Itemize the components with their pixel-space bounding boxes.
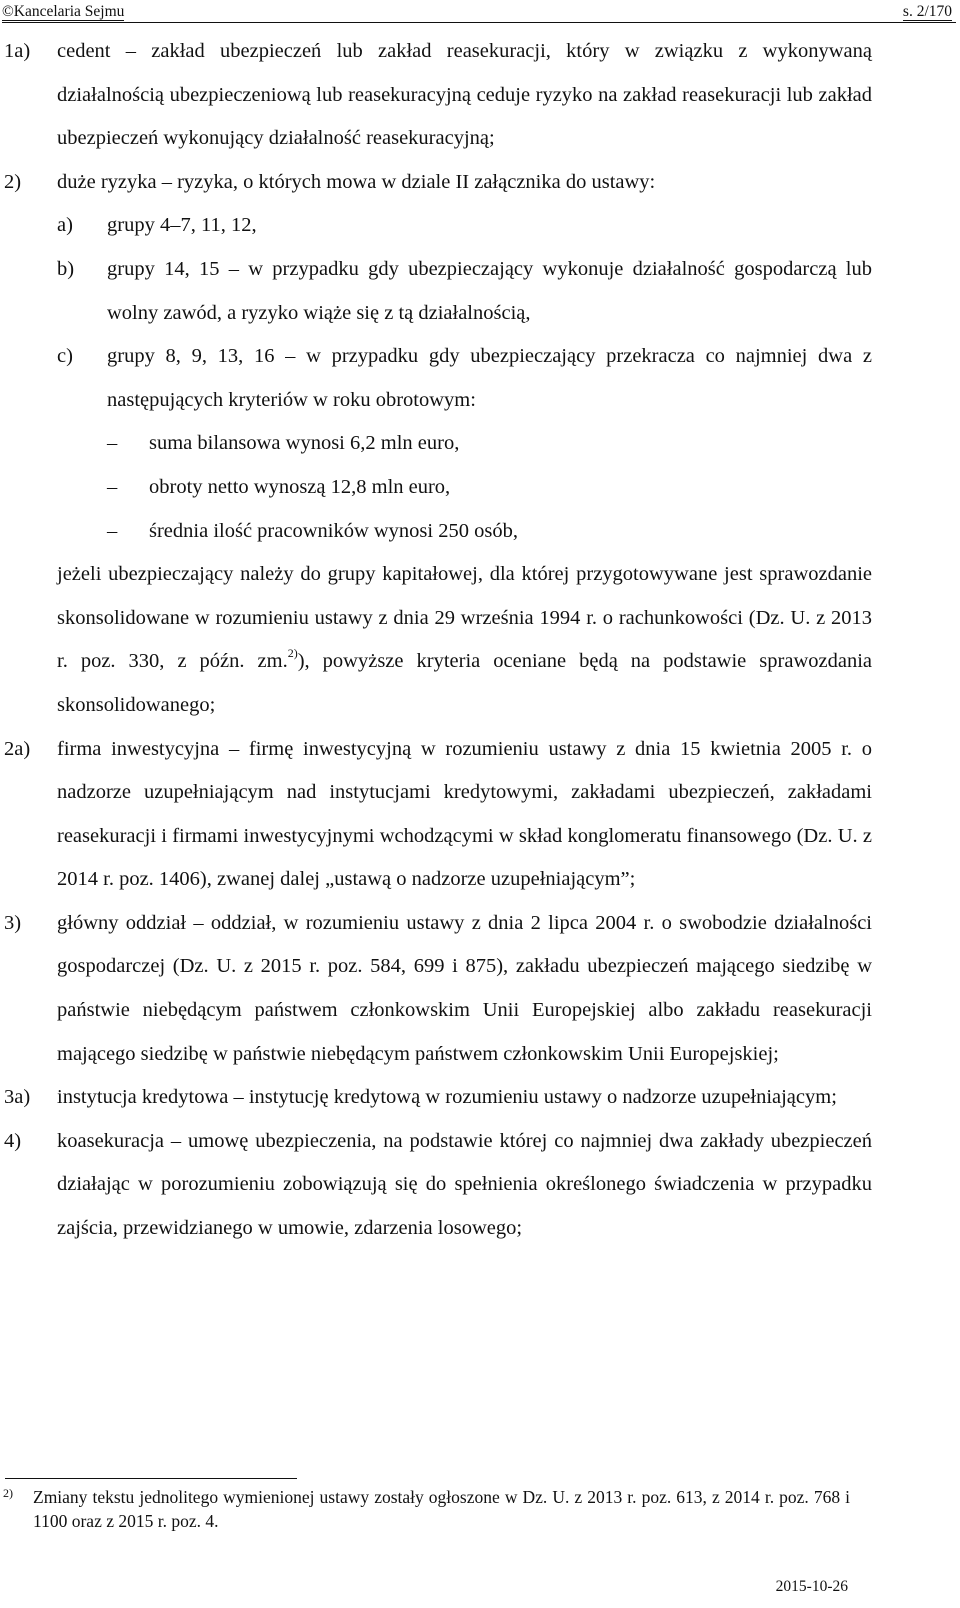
dash-mark: – xyxy=(107,519,118,542)
dash-item-text: suma bilansowa wynosi 6,2 mln euro, xyxy=(149,432,460,455)
sub-item-text: grupy 8, 9, 13, 16 – w przypadku gdy ubezpieczający przekracza co najmniej dwa z następujących kryteriów w roku obrotowym: xyxy=(107,345,872,411)
dash-mark: – xyxy=(107,475,118,498)
item-text: główny oddział – oddział, w rozumieniu ustawy z dnia 2 lipca 2004 r. o swobodzie działalności gospodarczej (Dz. U. z 2015 r. poz. 584, 699 i 875), zakładu ubezpieczeń mającego siedzibę w państwie niebędącym państwem członkowskim Unii Europejskiej albo zakładu reasekuracji mającego siedzibę w państwie niebędącym państwem członkowskim Unii Europejskiej; xyxy=(57,911,872,1065)
sub-item-letter: a) xyxy=(57,214,73,237)
dash-mark: – xyxy=(107,432,118,455)
definition-item-3a xyxy=(0,1076,960,1120)
footnote-reference: 2) xyxy=(287,646,298,661)
dash-item xyxy=(0,466,960,510)
dash-item-text: średnia ilość pracowników wynosi 250 osób, xyxy=(149,519,518,542)
footnote xyxy=(0,1485,960,1533)
document-date: 2015-10-26 xyxy=(775,1578,848,1595)
definition-item-2 xyxy=(0,161,960,205)
sub-item-letter: b) xyxy=(57,257,75,280)
definition-item-3 xyxy=(0,902,960,1076)
header-copyright-text: ©Kancelaria Sejmu xyxy=(2,3,125,20)
continuation-text-start: jeżeli ubezpieczający należy do grupy kapitałowej, dla której przygotowywane jest sprawozdanie skonsolidowane w rozumieniu ustawy z dnia 29 września 1994 r. o rachunkowości (Dz. U. z 2013 r. poz. 330, z późn. zm. xyxy=(57,563,872,673)
dash-item xyxy=(0,422,960,466)
footnote-separator xyxy=(5,1478,297,1479)
item-number: 1a) xyxy=(4,40,31,62)
item-text: cedent – zakład ubezpieczeń lub zakład reasekuracji, który w związku z wykonywaną działalnością ubezpieczeniową lub reasekuracyjną ceduje ryzyko na zakład reasekuracji lub zakład ubezpieczeń wykonujący działalność reasekuracyjną; xyxy=(57,40,872,150)
header-page-number xyxy=(903,2,952,22)
footnote-text: Zmiany tekstu jednolitego wymienionej ustawy zostały ogłoszone w Dz. U. z 2013 r. poz. 613, z 2014 r. poz. 768 i 1100 oraz z 2015 r. poz. 4. xyxy=(33,1487,850,1531)
definition-item-2a xyxy=(0,728,960,902)
page-number-text: s. 2/170 xyxy=(902,3,952,20)
sub-item-text: grupy 14, 15 – w przypadku gdy ubezpieczający wykonuje działalność gospodarczą lub wolny zawód, a ryzyko wiąże się z tą działalnością, xyxy=(107,257,872,324)
continuation-text-end: ), powyższe kryteria oceniane będą na podstawie sprawozdania skonsolidowanego; xyxy=(57,650,872,716)
item-number: 3) xyxy=(4,911,22,934)
sub-item-c xyxy=(0,335,960,422)
dash-item-text: obroty netto wynoszą 12,8 mln euro, xyxy=(149,475,451,498)
footnote-number: 2) xyxy=(3,1486,13,1500)
sub-item-letter: c) xyxy=(57,345,73,368)
sub-item-b xyxy=(0,248,960,335)
item-text: duże ryzyka – ryzyka, o których mowa w dziale II załącznika do ustawy: xyxy=(57,170,656,193)
item-number: 2) xyxy=(4,170,22,193)
document-body xyxy=(0,30,960,1251)
dash-item xyxy=(0,510,960,554)
definition-item-4 xyxy=(0,1120,960,1251)
sub-item-text: grupy 4–7, 11, 12, xyxy=(107,214,257,237)
item-text: firma inwestycyjna – firmę inwestycyjną w rozumieniu ustawy z dnia 15 kwietnia 2005 r. o nadzorze uzupełniającym nad instytucjami kredytowymi, zakładami ubezpieczeń, zakładami reasekuracji i firmami inwestycyjnymi wchodzącymi w skład konglomeratu finansowego (Dz. U. z 2014 r. poz. 1406), zwanej dalej „ustawą o nadzorze uzupełniającym”; xyxy=(57,737,872,891)
sub-item-a xyxy=(0,204,960,248)
header-copyright xyxy=(2,2,124,22)
item-number: 2a) xyxy=(4,737,31,760)
item-number: 3a) xyxy=(4,1086,31,1109)
item-number: 4) xyxy=(4,1129,22,1152)
item-text: koasekuracja – umowę ubezpieczenia, na podstawie której co najmniej dwa zakłady ubezpieczeń działając w porozumieniu zobowiązują się do spełnienia określonego świadczenia w przypadku zajścia, przewidzianego w umowie, zdarzenia losowego; xyxy=(57,1129,872,1240)
header-rule xyxy=(2,22,956,23)
definition-item-1a xyxy=(0,30,960,161)
item-text: instytucja kredytowa – instytucję kredytową w rozumieniu ustawy o nadzorze uzupełniającym; xyxy=(57,1086,837,1109)
item-2-continuation xyxy=(0,553,960,727)
